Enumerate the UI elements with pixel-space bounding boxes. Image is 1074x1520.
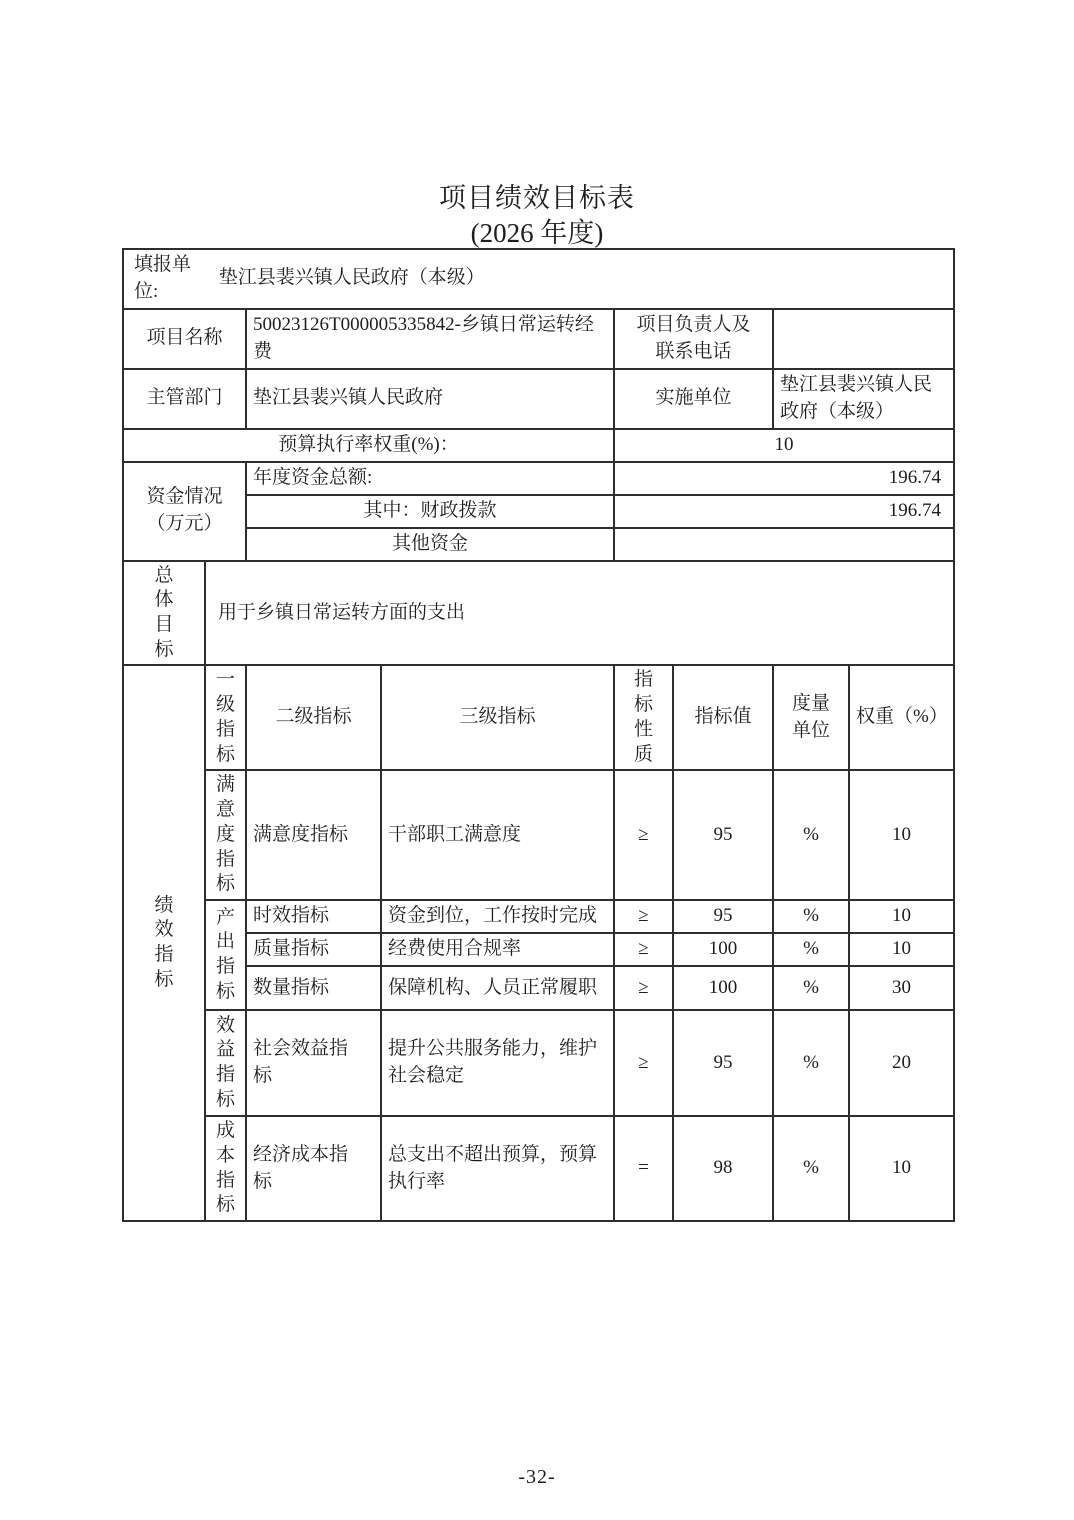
document-subtitle: (2026 年度) (470, 218, 604, 248)
level3-cell: 保障机构、人员正常履职 (381, 966, 614, 1010)
funding-other-value (614, 528, 954, 561)
table-row (123, 429, 954, 462)
funding-fiscal-value: 196.74 (614, 495, 954, 528)
header-level1 (205, 665, 246, 770)
level2-cell (246, 1116, 381, 1221)
level2-cell (246, 1010, 381, 1116)
project-leader-value (773, 309, 954, 369)
reporting-unit-label: 填报单位: (134, 254, 192, 302)
unit-cell: % (773, 770, 849, 900)
table-row (123, 528, 954, 561)
value-cell: 100 (673, 933, 773, 966)
value-cell: 95 (673, 1010, 773, 1116)
value-cell: 95 (673, 900, 773, 933)
level2-cell-text: 经济成本指标 (253, 1143, 349, 1192)
budget-exec-weight-value: 10 (614, 429, 954, 462)
unit-cell: % (773, 900, 849, 933)
implement-unit-label: 实施单位 (614, 369, 773, 429)
funding-other-label: 其他资金 (246, 528, 614, 561)
nature-cell: = (614, 1116, 673, 1221)
table-row (123, 1010, 954, 1116)
table-row (123, 770, 954, 900)
header-nature (614, 665, 673, 770)
table-row (123, 1116, 954, 1221)
competent-dept-label: 主管部门 (123, 369, 246, 429)
table-row (123, 900, 954, 933)
indicators-section-label-text: 绩效指标 (154, 894, 174, 990)
unit-cell: % (773, 1116, 849, 1221)
implement-unit-value (773, 369, 954, 429)
weight-cell: 20 (849, 1010, 954, 1116)
nature-cell: ≥ (614, 900, 673, 933)
budget-exec-weight-label: 预算执行率权重(%)： (123, 429, 614, 462)
reporting-unit-cell (123, 249, 954, 309)
project-name-value: 50023126T000005335842-乡镇日常运转经费 (246, 309, 614, 369)
nature-cell: ≥ (614, 933, 673, 966)
nature-cell: ≥ (614, 966, 673, 1010)
weight-cell: 10 (849, 900, 954, 933)
level1-satisfaction-text: 满意度指标 (215, 774, 235, 895)
level1-satisfaction (205, 770, 246, 900)
overall-goal-value: 用于乡镇日常运转方面的支出 (205, 561, 954, 666)
project-leader-label (614, 309, 773, 369)
level1-output-text: 产出指标 (215, 906, 235, 1002)
project-name-label: 项目名称 (123, 309, 246, 369)
level3-cell: 干部职工满意度 (381, 770, 614, 900)
level3-cell: 总支出不超出预算，预算执行率 (381, 1116, 614, 1221)
header-level1-text: 一级指标 (215, 669, 235, 765)
table-row (123, 966, 954, 1010)
level2-cell: 数量指标 (246, 966, 381, 1010)
level1-benefit-text: 效益指标 (215, 1014, 235, 1110)
table-row (123, 561, 954, 666)
value-cell: 95 (673, 770, 773, 900)
unit-cell: % (773, 1010, 849, 1116)
document-title: 项目绩效目标表 (439, 183, 635, 213)
level3-cell: 资金到位，工作按时完成 (381, 900, 614, 933)
table-row (123, 369, 954, 429)
table-row (123, 665, 954, 770)
value-cell: 98 (673, 1116, 773, 1221)
table-row (123, 495, 954, 528)
level1-cost (205, 1116, 246, 1221)
header-value: 指标值 (673, 665, 773, 770)
level2-cell: 质量指标 (246, 933, 381, 966)
level1-benefit (205, 1010, 246, 1116)
weight-cell: 10 (849, 1116, 954, 1221)
table-row (123, 309, 954, 369)
page-number: -32- (518, 1466, 556, 1488)
level3-cell: 提升公共服务能力，维护社会稳定 (381, 1010, 614, 1116)
header-level2: 二级指标 (246, 665, 381, 770)
weight-cell: 10 (849, 770, 954, 900)
value-cell: 100 (673, 966, 773, 1010)
funding-total-value: 196.74 (614, 462, 954, 495)
indicators-section-label (123, 665, 205, 1220)
overall-goal-label-text: 总体目标 (154, 564, 174, 660)
header-level3: 三级指标 (381, 665, 614, 770)
nature-cell: ≥ (614, 770, 673, 900)
header-unit-text: 度量单位 (791, 692, 830, 741)
reporting-unit-value: 垫江县裴兴镇人民政府（本级） (218, 267, 485, 289)
performance-target-table (122, 248, 955, 1222)
funding-total-label: 年度资金总额: (246, 462, 614, 495)
weight-cell: 10 (849, 933, 954, 966)
level2-cell-text: 社会效益指标 (253, 1038, 349, 1087)
unit-cell: % (773, 933, 849, 966)
table-row (123, 249, 954, 309)
funding-section-label (123, 462, 246, 561)
level3-cell: 经费使用合规率 (381, 933, 614, 966)
overall-goal-label (123, 561, 205, 666)
nature-cell: ≥ (614, 1010, 673, 1116)
level2-cell: 时效指标 (246, 900, 381, 933)
header-weight: 权重（%） (849, 665, 954, 770)
level2-cell: 满意度指标 (246, 770, 381, 900)
funding-section-label-text: 资金情况（万元） (146, 486, 223, 535)
unit-cell: % (773, 966, 849, 1010)
implement-unit-value-text: 垫江县裴兴镇人民政府（本级） (780, 373, 933, 422)
competent-dept-value: 垫江县裴兴镇人民政府 (246, 369, 614, 429)
header-unit (773, 665, 849, 770)
header-nature-text: 指标性质 (633, 669, 653, 765)
table-row (123, 933, 954, 966)
level1-output (205, 900, 246, 1010)
project-leader-label-text: 项目负责人及联系电话 (636, 313, 751, 362)
funding-fiscal-label: 其中：财政拨款 (246, 495, 614, 528)
table-row (123, 462, 954, 495)
weight-cell: 30 (849, 966, 954, 1010)
level1-cost-text: 成本指标 (215, 1120, 235, 1216)
